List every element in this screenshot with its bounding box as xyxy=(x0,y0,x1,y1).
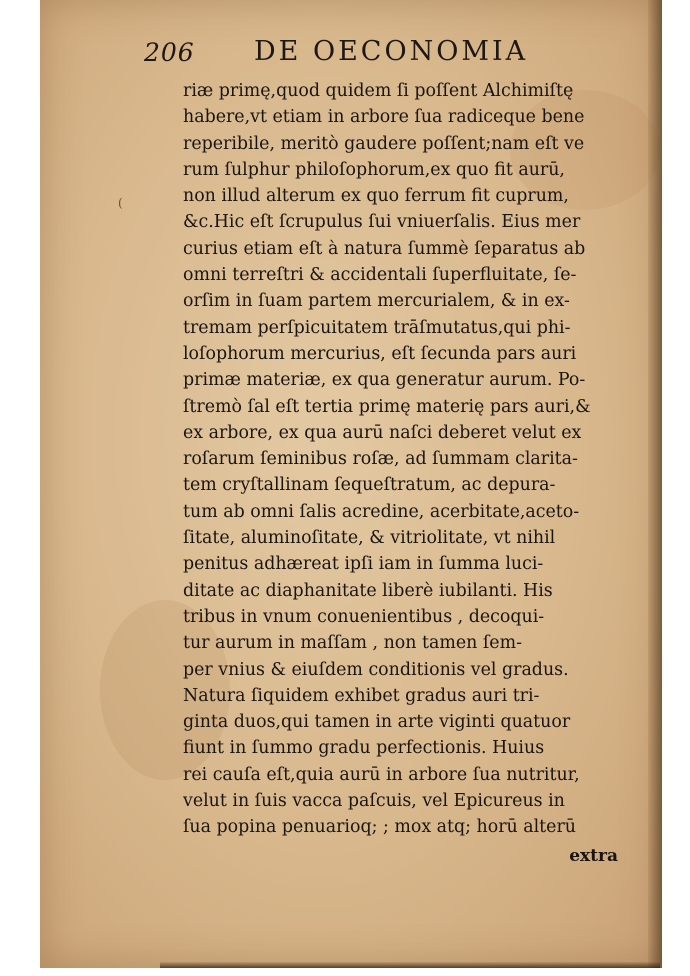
text-line: ex arbore, ex qua aurū naſci deberet velut ex xyxy=(183,422,582,443)
page-header xyxy=(144,34,604,70)
text-line: velut in ſuis vacca paſcuis, vel Epicureus in xyxy=(183,791,565,812)
margin-mark: ( xyxy=(118,196,123,210)
text-line: Natura ſiquidem exhibet gradus auri tri- xyxy=(183,685,540,706)
text-line: tem cryſtallinam ſequeſtratum, ac depura- xyxy=(183,475,556,496)
text-line: habere,vt etiam in arbore ſua radiceque bene xyxy=(183,107,585,128)
text-line: primæ materiæ, ex qua generatur aurum. Po- xyxy=(183,370,586,391)
running-title: DE OECONOMIA xyxy=(254,36,529,67)
text-line: non illud alterum ex quo ferrum fit cuprum, xyxy=(183,186,569,207)
text-line: rum ſulphur philoſophorum,ex quo fit aurū, xyxy=(183,159,565,180)
body-text xyxy=(183,78,621,841)
text-line: &c.Hic eſt ſcrupulus ſui vniuerſalis. Eius mer xyxy=(183,212,581,233)
text-line: ditate ac diaphanitate liberè iubilanti. His xyxy=(183,580,553,601)
page-edge-bottom xyxy=(160,962,660,968)
text-line: ſtremò ſal eſt tertia primę materię pars auri,& xyxy=(183,396,591,417)
text-line: curius etiam eſt à natura ſummè ſeparatus ab xyxy=(183,238,586,259)
text-line: per vnius & eiuſdem conditionis vel gradus. xyxy=(183,659,569,680)
page-number: 206 xyxy=(144,38,195,67)
text-line: tribus in vnum conuenientibus , decoqui- xyxy=(183,606,545,627)
text-line: loſophorum mercurius, eſt ſecunda pars auri xyxy=(183,343,577,364)
text-line: reperibile, meritò gaudere poſſent;nam eſt ve xyxy=(183,133,585,154)
text-line: ſitate, aluminoſitate, & vitriolitate, vt nihil xyxy=(183,528,556,549)
page-edge-right xyxy=(648,0,662,968)
text-line: ſua popina penuarioq; ; mox atq; horū alterū xyxy=(183,817,576,838)
text-line: ginta duos,qui tamen in arte viginti quatuor xyxy=(183,712,571,733)
text-line: tur aurum in maſſam , non tamen ſem- xyxy=(183,633,522,654)
text-line: roſarum ſeminibus roſæ, ad ſummam clarita- xyxy=(183,449,578,470)
text-line: riæ primę,quod quidem ſi poſſent Alchimiſtę xyxy=(183,81,574,101)
text-line: tremam perſpicuitatem trāſmutatus,qui phi- xyxy=(183,317,571,338)
text-line: fiunt in ſummo gradu perfectionis. Huius xyxy=(183,738,545,759)
catchword: extra xyxy=(569,846,618,866)
text-line: rei cauſa eſt,quia aurū in arbore ſua nutritur, xyxy=(183,764,580,785)
text-line: tum ab omni ſalis acredine, acerbitate,aceto- xyxy=(183,501,580,522)
text-line: orſim in ſuam partem mercurialem, & in ex- xyxy=(183,291,570,312)
text-line: penitus adhæreat ipſi iam in ſumma luci- xyxy=(183,554,544,575)
text-line: omni terreſtri & accidentali ſuperfluitate, ſe- xyxy=(183,265,577,286)
